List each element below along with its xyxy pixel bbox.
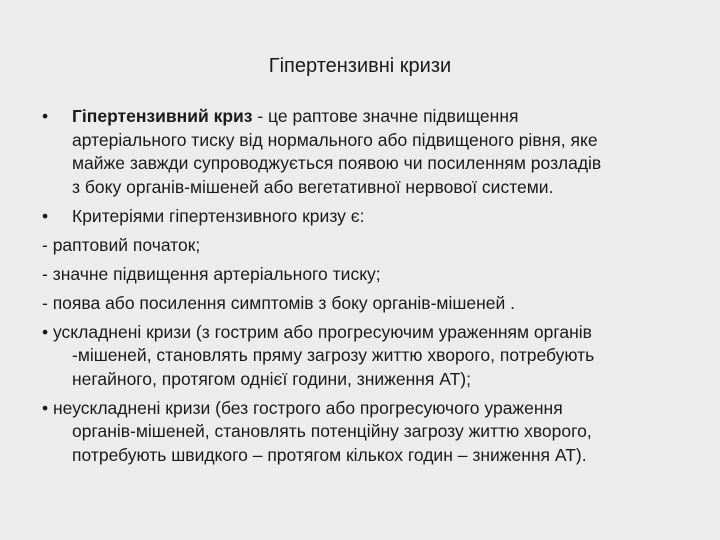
criteria-item-1: - раптовий початок; [42,234,201,255]
uncomplicated-line-3: потребують швидкого – протягом кількох годин – зниження АТ). [72,444,587,465]
definition-bullet [42,105,692,199]
slide-title: Гіпертензивні кризи [268,55,452,77]
slide-body [42,105,692,467]
uncomplicated-line-2: органів-мішеней, становлять потенційну загрозу життю хворого, [72,421,592,441]
definition-line-1 [42,105,692,129]
definition-line-2: артеріального тиску від нормального або підвищеного рівня, яке [72,129,598,150]
criteria-item-2: - значне підвищення артеріального тиску; [42,263,381,284]
complicated-line-1: • ускладнені кризи (з гострим або прогресуючим ураженням органів [42,321,592,342]
criteria-item [42,263,692,287]
definition-term: Гіпертензивний криз [72,106,253,126]
criteria-text: Критеріями гіпертензивного кризу є: [72,205,365,226]
criteria-bullet [42,205,692,229]
uncomplicated-crises [42,397,692,468]
complicated-line-3: негайного, протягом однієї години, зниження АТ); [72,368,471,389]
criteria-item [42,234,692,258]
definition-line-4: з боку органів-мішеней або вегетативної нервової системи. [72,176,554,197]
complicated-line-2: -мішеней, становлять пряму загрозу життю хворого, потребують [72,345,595,365]
criteria-item-3: - поява або посилення симптомів з боку органів-мішеней . [42,292,515,313]
bullet-icon: • [42,205,49,226]
bullet-icon: • [42,106,49,126]
uncomplicated-line-1: • неускладнені кризи (без гострого або прогресуючого ураження [42,397,563,418]
definition-text-1: - це раптове значне підвищення [252,106,519,126]
definition-line-3: майже завжди супроводжується появою чи посиленням розладів [72,153,602,173]
complicated-crises [42,321,692,392]
criteria-item [42,292,692,316]
